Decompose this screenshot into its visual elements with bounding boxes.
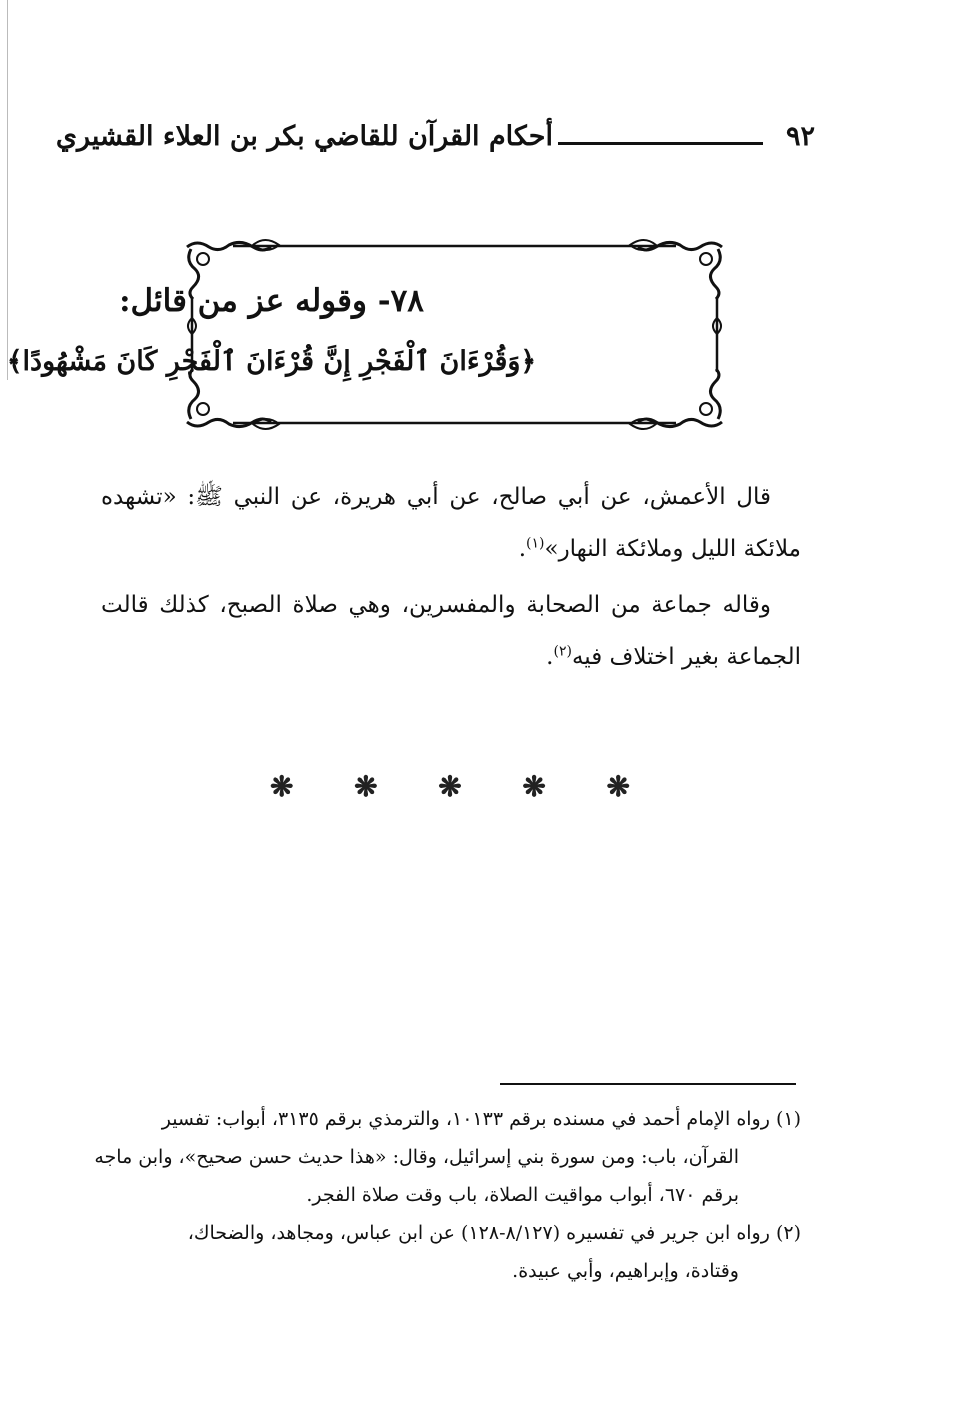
footnote-ref-1: (١) [526, 535, 545, 552]
footnote-ref-2: (٢) [553, 643, 572, 660]
page-header [55, 115, 815, 165]
paragraph-2 [101, 579, 801, 683]
footnote-1-line-2: القرآن، باب: ومن سورة بني إسرائيل، وقال: «هذا حديث حسن صحيح»، وابن ماجه [94, 1146, 739, 1168]
paragraph-2-end: . [546, 644, 554, 670]
asterism-icon: ❋ [354, 770, 378, 803]
page-number: ٩٢ [785, 121, 815, 152]
quran-verse: ﴿وَقُرْءَانَ ٱلْفَجْرِ إِنَّ قُرْءَانَ ٱلْفَجْرِ كَانَ مَشْهُودًا﴾ [6, 346, 537, 377]
asterism-icon: ❋ [606, 770, 630, 803]
page-edge-line [7, 0, 8, 380]
footnotes [81, 1100, 801, 1290]
ornamental-frame [183, 237, 726, 431]
paragraph-2-text: وقاله جماعة من الصحابة والمفسرين، وهي صلاة الصبح، كذلك قالت الجماعة بغير اختلاف فيه [101, 592, 801, 670]
asterism-icon: ❋ [270, 770, 294, 803]
paragraph-1 [101, 471, 801, 575]
section-separator [270, 770, 630, 803]
paragraph-1-end: . [518, 536, 527, 562]
asterism-icon: ❋ [522, 770, 546, 803]
ornamental-border-icon [183, 237, 726, 431]
asterism-icon: ❋ [438, 770, 462, 803]
footnote-1-line-3: برقم ٦٧٠، أبواب مواقيت الصلاة، باب وقت صلاة الفجر. [306, 1184, 739, 1206]
footnote-2-line-2: وقتادة، وإبراهيم، وأبي عبيدة. [512, 1260, 739, 1282]
section-heading: ٧٨- وقوله عز من قائل: [119, 283, 424, 319]
header-rule [558, 142, 763, 145]
footnote-rule [500, 1083, 796, 1085]
footnote-2-line-1: (٢) رواه ابن جرير في تفسيره (٨/١٢٧-١٢٨) عن ابن عباس، ومجاهد، والضحاك، [187, 1222, 801, 1244]
running-title: أحكام القرآن للقاضي بكر بن العلاء القشيري [55, 121, 553, 152]
paragraph-1-text: قال الأعمش، عن أبي صالح، عن أبي هريرة، عن النبي ﷺ: «تشهده ملائكة الليل وملائكة النهار» [101, 484, 801, 562]
footnote-1-line-1: (١) رواه الإمام أحمد في مسنده برقم ١٠١٣٣، والترمذي برقم ٣١٣٥، أبواب: تفسير [161, 1108, 801, 1130]
